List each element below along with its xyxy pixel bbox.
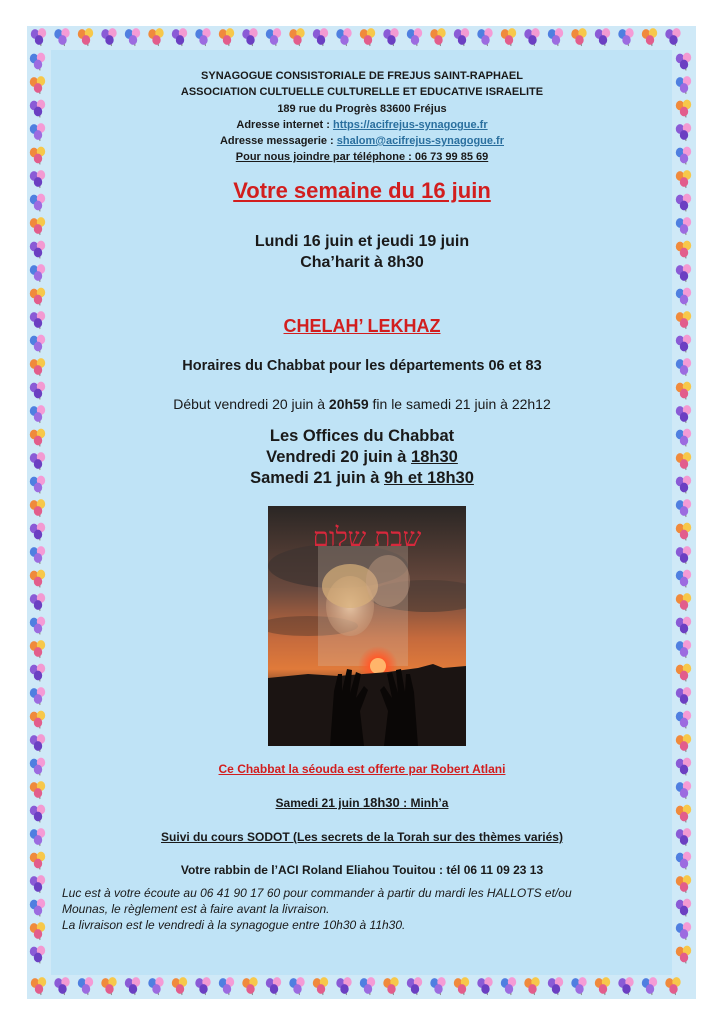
balloon-icon: [407, 977, 422, 995]
balloon-icon: [30, 546, 45, 564]
balloon-icon: [501, 28, 516, 46]
hallot-order-note: [62, 885, 682, 933]
balloon-icon: [30, 640, 45, 658]
balloon-icon: [30, 499, 45, 517]
balloon-icon: [266, 977, 281, 995]
balloon-icon: [524, 28, 539, 46]
balloon-icon: [101, 28, 116, 46]
balloon-icon: [219, 977, 234, 995]
balloon-icon: [548, 977, 563, 995]
balloon-icon: [676, 335, 691, 353]
balloon-icon: [30, 734, 45, 752]
website-label: Adresse internet :: [236, 119, 333, 131]
balloon-icon: [30, 617, 45, 635]
balloon-icon: [477, 977, 492, 995]
balloon-icon: [676, 499, 691, 517]
header-line-address: 189 rue du Progrès 83600 Fréjus: [277, 103, 447, 115]
balloon-icon: [477, 28, 492, 46]
shabbat-start-end: [0, 396, 724, 412]
balloon-icon: [360, 977, 375, 995]
balloon-icon: [78, 977, 93, 995]
balloon-icon: [125, 28, 140, 46]
horizon: [268, 664, 466, 746]
balloon-icon: [676, 593, 691, 611]
week-title: Votre semaine du 16 juin: [233, 178, 491, 203]
balloon-icon: [242, 977, 257, 995]
balloon-icon: [676, 617, 691, 635]
balloon-icon: [30, 523, 45, 541]
minha-line: [0, 795, 724, 810]
balloon-icon: [30, 288, 45, 306]
balloon-icon: [407, 28, 422, 46]
sun: [370, 658, 386, 674]
balloon-icon: [430, 28, 445, 46]
balloon-icon: [336, 28, 351, 46]
balloon-icon: [31, 977, 46, 995]
balloon-icon: [30, 664, 45, 682]
balloon-icon: [383, 977, 398, 995]
weekday-days: Lundi 16 juin et jeudi 19 juin: [254, 233, 470, 250]
email-label: Adresse messagerie :: [219, 135, 337, 147]
balloon-icon: [148, 28, 163, 46]
balloon-icon: [665, 977, 680, 995]
balloon-icon: [676, 664, 691, 682]
balloon-icon: [676, 570, 691, 588]
luc-line-2: Mounas, le règlement est à faire avant la livraison.: [62, 902, 330, 916]
balloon-icon: [172, 977, 187, 995]
balloon-icon: [383, 28, 398, 46]
balloon-icon: [30, 335, 45, 353]
balloon-icon: [642, 28, 657, 46]
website-link[interactable]: https://acifrejus-synagogue.fr: [332, 119, 488, 131]
balloon-icon: [31, 28, 46, 46]
balloon-icon: [30, 711, 45, 729]
header-email-row: [0, 133, 724, 150]
balloon-icon: [676, 711, 691, 729]
balloon-icon: [336, 977, 351, 995]
email-link[interactable]: shalom@acifrejus-synagogue.fr: [336, 135, 504, 147]
balloon-icon: [676, 546, 691, 564]
balloon-icon: [618, 977, 633, 995]
hebrew-shabbat-shalom: שבת שלום: [312, 523, 422, 553]
balloon-icon: [148, 977, 163, 995]
balloon-icon: [54, 977, 69, 995]
header-website-row: [0, 117, 724, 134]
balloon-icon: [454, 977, 469, 995]
rabbi-contact-line: Votre rabbin de l’ACI Roland Eliahou Touitou : tél 06 11 09 23 13: [180, 863, 544, 877]
balloon-icon: [30, 593, 45, 611]
balloon-icon: [54, 28, 69, 46]
shabbat-start-prefix: Début vendredi 20 juin à: [173, 396, 329, 412]
offices-title: Les Offices du Chabbat: [269, 427, 455, 445]
sodot-course-line: Suivi du cours SODOT (Les secrets de la Torah sur des thèmes variés): [161, 830, 563, 844]
balloon-icon: [676, 640, 691, 658]
balloon-icon: [219, 28, 234, 46]
shabbat-start-time: 20h59: [328, 396, 369, 412]
balloon-icon: [30, 899, 45, 917]
balloon-icon: [595, 977, 610, 995]
saturday-prefix: Samedi 21 juin à: [250, 469, 384, 487]
balloon-icon: [195, 28, 210, 46]
balloon-icon: [642, 977, 657, 995]
shabbat-hours-title: Horaires du Chabbat pour les départements 06 et 83: [182, 358, 542, 374]
balloon-icon: [360, 28, 375, 46]
balloon-icon: [78, 28, 93, 46]
minha-suffix: : Minh’a: [399, 796, 449, 810]
luc-line-1: Luc est à votre écoute au 06 41 90 17 60 pour commander à partir du mardi les HALLOTS et/ou: [62, 886, 572, 900]
balloon-icon: [665, 28, 680, 46]
offices-saturday: [0, 468, 724, 489]
balloon-icon: [125, 977, 140, 995]
balloon-icon: [571, 977, 586, 995]
balloon-icon: [30, 922, 45, 940]
parasha-title: CHELAH’ LEKHAZ: [283, 316, 441, 336]
balloon-icon: [30, 875, 45, 893]
header-line-association: ASSOCIATION CULTUELLE CULTURELLE ET EDUCATIVE ISRAELITE: [180, 86, 544, 98]
weekday-time: Cha’harit à 8h30: [300, 254, 424, 271]
seouda-line: Ce Chabbat la séouda est offerte par Robert Atlani: [218, 762, 506, 776]
luc-line-3: La livraison est le vendredi à la synagogue entre 10h30 à 11h30.: [62, 918, 406, 932]
balloon-icon: [524, 977, 539, 995]
balloon-icon: [501, 977, 516, 995]
balloon-icon: [313, 977, 328, 995]
minha-prefix: Samedi 21 juin: [275, 796, 363, 810]
balloon-icon: [195, 977, 210, 995]
shabbat-shalom-image: [268, 506, 466, 746]
balloon-icon: [289, 977, 304, 995]
balloon-icon: [676, 734, 691, 752]
friday-time: 18h30: [411, 448, 458, 466]
balloon-icon: [676, 946, 691, 964]
balloon-icon: [266, 28, 281, 46]
balloon-icon: [676, 288, 691, 306]
balloon-icon: [289, 28, 304, 46]
balloon-icon: [30, 687, 45, 705]
weekday-services: [0, 231, 724, 273]
balloon-icon: [30, 570, 45, 588]
balloon-icon: [242, 28, 257, 46]
balloon-icon: [430, 977, 445, 995]
balloon-icon: [676, 687, 691, 705]
header-line-synagogue: SYNAGOGUE CONSISTORIALE DE FREJUS SAINT-RAPHAEL: [201, 70, 523, 82]
offices-block: [0, 426, 724, 489]
balloon-icon: [454, 28, 469, 46]
balloon-icon: [618, 28, 633, 46]
offices-friday: [0, 447, 724, 468]
balloon-icon: [313, 28, 328, 46]
balloon-icon: [571, 28, 586, 46]
balloon-icon: [676, 523, 691, 541]
balloon-icon: [548, 28, 563, 46]
minha-time: 18h30: [362, 795, 400, 810]
shabbat-end-text: fin le samedi 21 juin à 22h12: [368, 396, 551, 412]
balloon-icon: [172, 28, 187, 46]
friday-prefix: Vendredi 20 juin à: [266, 448, 412, 466]
balloon-icon: [595, 28, 610, 46]
balloon-icon: [101, 977, 116, 995]
header-phone-line: Pour nous joindre par téléphone : 06 73 99 85 69: [235, 151, 489, 163]
balloon-icon: [30, 946, 45, 964]
saturday-time: 9h et 18h30: [384, 469, 474, 487]
